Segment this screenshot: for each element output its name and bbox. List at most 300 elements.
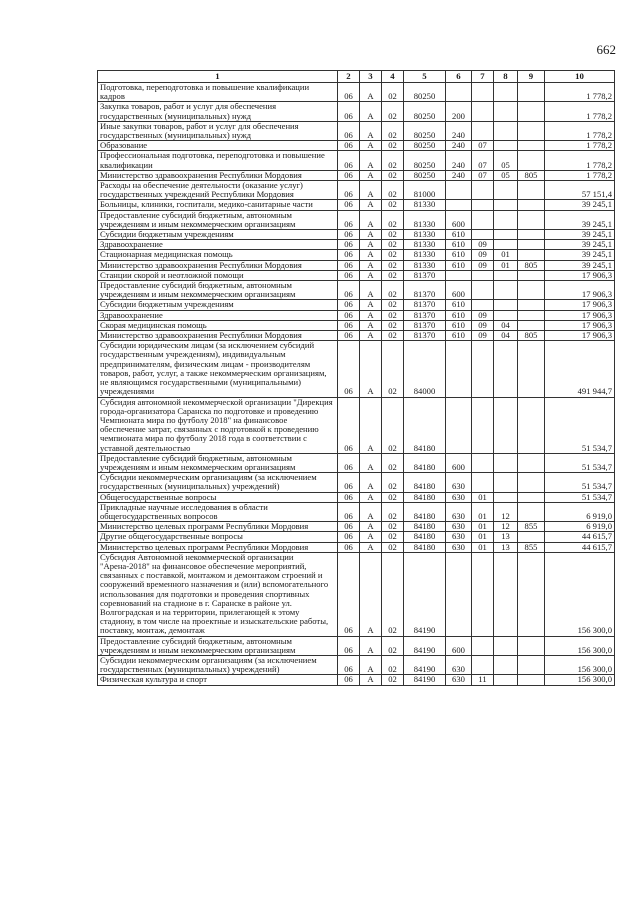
code-cell: 81330 <box>404 240 446 250</box>
code-cell: 02 <box>382 170 404 180</box>
code-cell: 06 <box>338 230 360 240</box>
code-cell: 80250 <box>404 141 446 151</box>
code-cell: 855 <box>518 542 545 552</box>
row-name-cell: Министерство здравоохранения Республики Мордовия <box>98 331 338 341</box>
code-cell: 02 <box>382 522 404 532</box>
code-cell: 09 <box>472 240 494 250</box>
code-cell <box>518 83 545 102</box>
code-cell: 240 <box>446 141 472 151</box>
code-cell <box>494 281 518 300</box>
row-name-cell: Другие общегосударственные вопросы <box>98 532 338 542</box>
code-cell <box>518 341 545 397</box>
code-cell: 81330 <box>404 230 446 240</box>
code-cell: 81370 <box>404 331 446 341</box>
code-cell: 01 <box>472 502 494 521</box>
code-cell: 06 <box>338 240 360 250</box>
code-cell: 02 <box>382 270 404 280</box>
code-cell <box>518 453 545 472</box>
code-cell <box>446 181 472 200</box>
amount-cell: 6 919,0 <box>545 502 615 521</box>
row-name-cell: Субсидии некоммерческим организациям (за исключением государственных (муниципальных) учреждений) <box>98 473 338 492</box>
code-cell: 630 <box>446 532 472 542</box>
code-cell: А <box>360 473 382 492</box>
code-cell <box>472 121 494 140</box>
code-cell: 06 <box>338 542 360 552</box>
code-cell: 02 <box>382 141 404 151</box>
code-cell: 06 <box>338 552 360 636</box>
code-cell: 81000 <box>404 181 446 200</box>
code-cell: 04 <box>494 331 518 341</box>
code-cell <box>494 300 518 310</box>
code-cell <box>518 250 545 260</box>
code-cell: А <box>360 492 382 502</box>
amount-cell: 17 906,3 <box>545 281 615 300</box>
code-cell: 06 <box>338 636 360 655</box>
code-cell <box>494 636 518 655</box>
code-cell: 84180 <box>404 473 446 492</box>
code-cell: 02 <box>382 210 404 229</box>
code-cell <box>472 210 494 229</box>
code-cell: 02 <box>382 240 404 250</box>
code-cell <box>472 83 494 102</box>
code-cell <box>518 121 545 140</box>
code-cell <box>518 310 545 320</box>
code-cell: А <box>360 397 382 453</box>
amount-cell: 17 906,3 <box>545 270 615 280</box>
row-name-cell: Больницы, клиники, госпитали, медико-санитарные части <box>98 200 338 210</box>
code-cell <box>518 151 545 170</box>
code-cell <box>446 341 472 397</box>
code-cell: 02 <box>382 532 404 542</box>
code-cell: 84180 <box>404 532 446 542</box>
code-cell: 80250 <box>404 83 446 102</box>
code-cell: 06 <box>338 250 360 260</box>
code-cell: А <box>360 200 382 210</box>
code-cell <box>518 636 545 655</box>
code-cell: 81330 <box>404 200 446 210</box>
code-cell <box>494 341 518 397</box>
row-name-cell: Физическая культура и спорт <box>98 675 338 685</box>
code-cell: 06 <box>338 121 360 140</box>
code-cell: А <box>360 655 382 674</box>
code-cell: 09 <box>472 320 494 330</box>
code-cell: 84000 <box>404 341 446 397</box>
code-cell: 84190 <box>404 675 446 685</box>
table-row <box>98 300 615 310</box>
code-cell <box>494 121 518 140</box>
table-row <box>98 522 615 532</box>
header-cell: 7 <box>472 71 494 83</box>
code-cell: 610 <box>446 240 472 250</box>
code-cell: 02 <box>382 200 404 210</box>
amount-cell: 1 778,2 <box>545 102 615 121</box>
table-row <box>98 341 615 397</box>
header-cell: 9 <box>518 71 545 83</box>
code-cell <box>472 453 494 472</box>
row-name-cell: Предоставление субсидий бюджетным, автономным учреждениям и иным некоммерческим организациям <box>98 636 338 655</box>
amount-cell: 491 944,7 <box>545 341 615 397</box>
amount-cell: 156 300,0 <box>545 636 615 655</box>
row-name-cell: Министерство целевых программ Республики Мордовия <box>98 522 338 532</box>
table-row <box>98 181 615 200</box>
code-cell: 06 <box>338 341 360 397</box>
code-cell: 05 <box>494 170 518 180</box>
code-cell <box>472 397 494 453</box>
code-cell: 84180 <box>404 522 446 532</box>
code-cell: 84180 <box>404 542 446 552</box>
code-cell: 02 <box>382 552 404 636</box>
code-cell: 01 <box>472 532 494 542</box>
code-cell: 13 <box>494 542 518 552</box>
amount-cell: 51 534,7 <box>545 453 615 472</box>
code-cell: 06 <box>338 473 360 492</box>
code-cell: 610 <box>446 310 472 320</box>
row-name-cell: Иные закупки товаров, работ и услуг для обеспечения государственных (муниципальных) нужд <box>98 121 338 140</box>
row-name-cell: Профессиональная подготовка, переподготовка и повышение квалификации <box>98 151 338 170</box>
code-cell: 02 <box>382 331 404 341</box>
code-cell: 81370 <box>404 320 446 330</box>
code-cell: А <box>360 151 382 170</box>
header-cell: 8 <box>494 71 518 83</box>
code-cell <box>494 310 518 320</box>
table-row <box>98 83 615 102</box>
code-cell: А <box>360 270 382 280</box>
code-cell: 09 <box>472 310 494 320</box>
code-cell <box>494 240 518 250</box>
row-name-cell: Субсидия Автономной некоммерческой организации "Арена-2018" на финансовое обеспечение мероприятий, связанных с поставкой, монтажом и демонтажом строений и сооружений временного назначения и (или) вспомогательного использования для подготовки и проведения спортивных соревнований на стадионе в г. Саранске в районе ул. Волгоградская и на территории, прилегающей к этому стадиону, в том числе на проектные и изыскательские работы, поставку, монтаж, демонтаж <box>98 552 338 636</box>
code-cell: 630 <box>446 502 472 521</box>
code-cell: А <box>360 320 382 330</box>
code-cell: 240 <box>446 170 472 180</box>
table-row <box>98 310 615 320</box>
code-cell <box>518 655 545 674</box>
code-cell <box>518 320 545 330</box>
code-cell: 02 <box>382 181 404 200</box>
code-cell <box>518 141 545 151</box>
code-cell: А <box>360 102 382 121</box>
code-cell: 01 <box>494 250 518 260</box>
code-cell: 02 <box>382 502 404 521</box>
code-cell: 06 <box>338 532 360 542</box>
code-cell: 600 <box>446 281 472 300</box>
code-cell <box>446 200 472 210</box>
code-cell: 06 <box>338 181 360 200</box>
header-cell: 10 <box>545 71 615 83</box>
header-cell: 6 <box>446 71 472 83</box>
row-name-cell: Подготовка, переподготовка и повышение квалификации кадров <box>98 83 338 102</box>
code-cell: 02 <box>382 320 404 330</box>
code-cell <box>518 281 545 300</box>
code-cell: 06 <box>338 300 360 310</box>
code-cell: 02 <box>382 230 404 240</box>
code-cell <box>472 473 494 492</box>
table-row <box>98 200 615 210</box>
amount-cell: 1 778,2 <box>545 83 615 102</box>
code-cell: 84190 <box>404 552 446 636</box>
table-row <box>98 260 615 270</box>
amount-cell: 51 534,7 <box>545 397 615 453</box>
code-cell: 06 <box>338 453 360 472</box>
code-cell: 02 <box>382 102 404 121</box>
table-row <box>98 492 615 502</box>
code-cell <box>518 675 545 685</box>
code-cell: 80250 <box>404 121 446 140</box>
row-name-cell: Закупка товаров, работ и услуг для обеспечения государственных (муниципальных) нужд <box>98 102 338 121</box>
code-cell <box>518 181 545 200</box>
code-cell: 80250 <box>404 151 446 170</box>
code-cell <box>472 300 494 310</box>
code-cell: 04 <box>494 320 518 330</box>
table-row <box>98 675 615 685</box>
code-cell: А <box>360 300 382 310</box>
code-cell: 630 <box>446 522 472 532</box>
code-cell: А <box>360 331 382 341</box>
amount-cell: 39 245,1 <box>545 230 615 240</box>
code-cell: 05 <box>494 151 518 170</box>
code-cell: 81370 <box>404 270 446 280</box>
amount-cell: 51 534,7 <box>545 473 615 492</box>
code-cell <box>518 532 545 542</box>
row-name-cell: Субсидии бюджетным учреждениям <box>98 230 338 240</box>
table-row <box>98 532 615 542</box>
code-cell: 02 <box>382 675 404 685</box>
table-row <box>98 655 615 674</box>
code-cell <box>494 453 518 472</box>
code-cell: 81370 <box>404 310 446 320</box>
row-name-cell: Субсидия автономной некоммерческой организации "Дирекция города-организатора Саранска по подготовке и проведению Чемпионата мира по футболу 2018" на финансовое обеспечение затрат, связанных с подготовкой к проведению чемпионата мира по футболу 2018 года в соответствии с уставной деятельностью <box>98 397 338 453</box>
header-cell: 2 <box>338 71 360 83</box>
code-cell: 610 <box>446 250 472 260</box>
code-cell: А <box>360 542 382 552</box>
code-cell: 06 <box>338 655 360 674</box>
code-cell: 02 <box>382 121 404 140</box>
code-cell: 06 <box>338 502 360 521</box>
code-cell <box>518 230 545 240</box>
code-cell: 81330 <box>404 260 446 270</box>
amount-cell: 39 245,1 <box>545 260 615 270</box>
code-cell: 630 <box>446 492 472 502</box>
code-cell: 13 <box>494 532 518 542</box>
table-row <box>98 542 615 552</box>
code-cell: 855 <box>518 522 545 532</box>
header-cell: 5 <box>404 71 446 83</box>
amount-cell: 17 906,3 <box>545 310 615 320</box>
code-cell <box>494 102 518 121</box>
row-name-cell: Образование <box>98 141 338 151</box>
code-cell: 02 <box>382 655 404 674</box>
header-cell: 3 <box>360 71 382 83</box>
row-name-cell: Скорая медицинская помощь <box>98 320 338 330</box>
code-cell <box>494 552 518 636</box>
code-cell: 06 <box>338 200 360 210</box>
code-cell: 06 <box>338 310 360 320</box>
code-cell: А <box>360 310 382 320</box>
code-cell: 84190 <box>404 636 446 655</box>
code-cell <box>472 552 494 636</box>
amount-cell: 156 300,0 <box>545 655 615 674</box>
code-cell: 84180 <box>404 502 446 521</box>
code-cell: 01 <box>472 522 494 532</box>
code-cell: 06 <box>338 320 360 330</box>
code-cell: А <box>360 281 382 300</box>
code-cell: А <box>360 453 382 472</box>
code-cell: 610 <box>446 300 472 310</box>
code-cell: 06 <box>338 492 360 502</box>
table-row <box>98 230 615 240</box>
code-cell <box>494 200 518 210</box>
table-row <box>98 151 615 170</box>
row-name-cell: Предоставление субсидий бюджетным, автономным учреждениям и иным некоммерческим организациям <box>98 453 338 472</box>
code-cell: А <box>360 240 382 250</box>
code-cell <box>494 675 518 685</box>
amount-cell: 39 245,1 <box>545 250 615 260</box>
code-cell: 02 <box>382 492 404 502</box>
code-cell: 09 <box>472 250 494 260</box>
code-cell: 610 <box>446 320 472 330</box>
code-cell: 06 <box>338 210 360 229</box>
amount-cell: 51 534,7 <box>545 492 615 502</box>
code-cell <box>472 181 494 200</box>
code-cell: 12 <box>494 502 518 521</box>
code-cell <box>518 102 545 121</box>
table-row <box>98 270 615 280</box>
code-cell: 81370 <box>404 281 446 300</box>
code-cell <box>446 397 472 453</box>
amount-cell: 39 245,1 <box>545 210 615 229</box>
code-cell: 06 <box>338 102 360 121</box>
code-cell: 600 <box>446 636 472 655</box>
row-name-cell: Здравоохранение <box>98 240 338 250</box>
code-cell: А <box>360 552 382 636</box>
code-cell: 81330 <box>404 250 446 260</box>
row-name-cell: Здравоохранение <box>98 310 338 320</box>
code-cell: А <box>360 230 382 240</box>
code-cell: 805 <box>518 331 545 341</box>
code-cell: 02 <box>382 281 404 300</box>
table-row <box>98 250 615 260</box>
row-name-cell: Расходы на обеспечение деятельности (оказание услуг) государственных учреждений Республики Мордовия <box>98 181 338 200</box>
code-cell <box>494 181 518 200</box>
code-cell: А <box>360 121 382 140</box>
code-cell <box>494 141 518 151</box>
row-name-cell: Министерство здравоохранения Республики Мордовия <box>98 260 338 270</box>
code-cell: 805 <box>518 260 545 270</box>
row-name-cell: Министерство здравоохранения Республики Мордовия <box>98 170 338 180</box>
code-cell: 06 <box>338 260 360 270</box>
code-cell: 80250 <box>404 170 446 180</box>
code-cell <box>518 473 545 492</box>
amount-cell: 6 919,0 <box>545 522 615 532</box>
code-cell: 02 <box>382 250 404 260</box>
code-cell <box>518 210 545 229</box>
code-cell: 02 <box>382 636 404 655</box>
code-cell: 06 <box>338 151 360 170</box>
code-cell: 600 <box>446 210 472 229</box>
code-cell: 11 <box>472 675 494 685</box>
table-row <box>98 502 615 521</box>
amount-cell: 39 245,1 <box>545 200 615 210</box>
table-row <box>98 331 615 341</box>
code-cell: 06 <box>338 522 360 532</box>
budget-table <box>97 70 615 686</box>
row-name-cell: Субсидии юридическим лицам (за исключением субсидий государственным учреждениям), индивидуальным предпринимателям, физическим лицам - производителям товаров, работ, услуг, а также некоммерческим организациям, не являющимся государственными (муниципальными) учреждениями <box>98 341 338 397</box>
amount-cell: 17 906,3 <box>545 300 615 310</box>
code-cell <box>518 200 545 210</box>
code-cell: 610 <box>446 331 472 341</box>
code-cell <box>472 102 494 121</box>
code-cell: 84180 <box>404 397 446 453</box>
code-cell <box>494 655 518 674</box>
page-number: 662 <box>596 42 616 57</box>
table-row <box>98 453 615 472</box>
code-cell <box>518 492 545 502</box>
code-cell: 02 <box>382 397 404 453</box>
header-cell: 1 <box>98 71 338 83</box>
code-cell: 06 <box>338 270 360 280</box>
code-cell: 07 <box>472 151 494 170</box>
code-cell: 240 <box>446 151 472 170</box>
table-row <box>98 397 615 453</box>
code-cell: 02 <box>382 310 404 320</box>
code-cell: 600 <box>446 453 472 472</box>
code-cell: А <box>360 522 382 532</box>
amount-cell: 17 906,3 <box>545 331 615 341</box>
code-cell: 02 <box>382 151 404 170</box>
table-row <box>98 102 615 121</box>
code-cell <box>472 230 494 240</box>
code-cell: 84190 <box>404 655 446 674</box>
code-cell <box>472 270 494 280</box>
code-cell: 805 <box>518 170 545 180</box>
code-cell: А <box>360 502 382 521</box>
table-row <box>98 320 615 330</box>
code-cell: А <box>360 141 382 151</box>
amount-cell: 17 906,3 <box>545 320 615 330</box>
code-cell: 02 <box>382 341 404 397</box>
code-cell: 07 <box>472 141 494 151</box>
code-cell: 610 <box>446 230 472 240</box>
code-cell: 02 <box>382 453 404 472</box>
table-row <box>98 141 615 151</box>
table-row <box>98 210 615 229</box>
code-cell: 02 <box>382 542 404 552</box>
code-cell <box>494 83 518 102</box>
code-cell <box>494 270 518 280</box>
amount-cell: 44 615,7 <box>545 542 615 552</box>
code-cell: 630 <box>446 473 472 492</box>
code-cell <box>494 397 518 453</box>
row-name-cell: Общегосударственные вопросы <box>98 492 338 502</box>
code-cell <box>472 655 494 674</box>
table-row <box>98 473 615 492</box>
amount-cell: 1 778,2 <box>545 121 615 140</box>
amount-cell: 39 245,1 <box>545 240 615 250</box>
amount-cell: 156 300,0 <box>545 552 615 636</box>
code-cell: 02 <box>382 83 404 102</box>
code-cell <box>494 210 518 229</box>
amount-cell: 44 615,7 <box>545 532 615 542</box>
code-cell <box>472 341 494 397</box>
code-cell <box>472 281 494 300</box>
code-cell: 02 <box>382 473 404 492</box>
row-name-cell: Предоставление субсидий бюджетным, автономным учреждениям и иным некоммерческим организациям <box>98 281 338 300</box>
code-cell: А <box>360 210 382 229</box>
table-row <box>98 636 615 655</box>
code-cell <box>472 636 494 655</box>
table-row <box>98 170 615 180</box>
code-cell <box>494 492 518 502</box>
code-cell: 02 <box>382 300 404 310</box>
